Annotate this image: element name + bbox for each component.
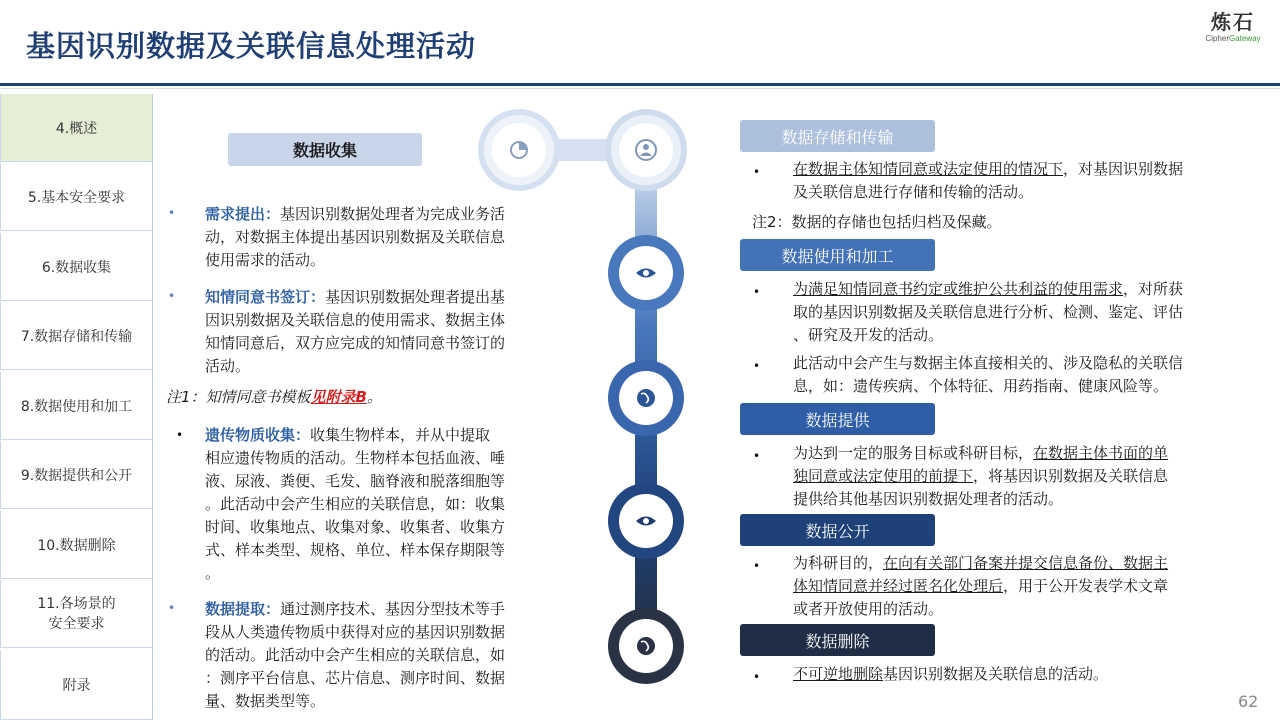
bullet-icon: •: [753, 670, 761, 684]
globe-icon: [637, 637, 655, 655]
bullet-icon: •: [753, 559, 761, 573]
section-label-public: 数据公开: [740, 514, 935, 546]
section-label-collection: 数据收集: [228, 133, 422, 166]
logo-en: CipherGateway: [1205, 34, 1261, 43]
sidebar-item-overview[interactable]: 4.概述: [0, 94, 152, 162]
item-public: 为科研目的，在向有关部门备案并提交信息备份、数据主 体知情同意并经过匿名化处理后，用于公开发表学术文章 或者开放使用的活动。: [793, 554, 1169, 618]
node-user: [608, 112, 684, 188]
bullet-icon: •: [753, 449, 761, 463]
note-2: 注2：数据的存储也包括归档及保藏。: [752, 213, 1002, 231]
bullet-icon: •: [168, 601, 176, 615]
sidebar-item-scenarios[interactable]: 11.各场景的 安全要求: [0, 580, 152, 648]
item-genetic-collection: 遗传物质收集：收集生物样本，并从中提取 相应遗传物质的活动。生物样本包括血液、唾 液、尿液、粪便、毛发、脑脊液和脱落细胞等 。此活动中会产生相应的关联信息，如：收集 时间、收集地点、收集对象、收集者、收集方 式、样本类型、规格、单位、样本保存期限等 。: [205, 426, 506, 582]
node-chart-pie: [481, 112, 557, 188]
item-data-extraction: 数据提取：通过测序技术、基因分型技术等手 段从人类遗传物质中获得对应的基因识别数据 的活动。此活动中会产生相应的关联信息，如 ：测序平台信息、芯片信息、测序时间、数据 量、数据类型等。: [205, 600, 506, 710]
sidebar-item-provide[interactable]: 9.数据提供和公开: [0, 441, 152, 509]
item-usage-2: 此活动中会产生与数据主体直接相关的、涉及隐私的关联信 息，如：遗传疾病、个体特征、用药指南、健康风险等。: [793, 354, 1184, 395]
globe-icon: [637, 389, 655, 407]
sidebar-item-delete[interactable]: 10.数据删除: [0, 511, 152, 579]
section-label-provide: 数据提供: [740, 403, 935, 435]
logo-cn: 炼石: [1211, 10, 1255, 34]
bullet-icon: •: [753, 165, 761, 179]
section-label-delete: 数据删除: [740, 624, 935, 656]
node-globe-2: [608, 608, 684, 684]
section-label-usage: 数据使用和加工: [740, 239, 935, 271]
bullet-icon: •: [753, 359, 761, 373]
node-eye-1: [608, 235, 684, 311]
sidebar-item-collection[interactable]: 6.数据收集: [0, 233, 152, 301]
bullet-icon: •: [168, 206, 176, 220]
item-delete: 不可逆地删除基因识别数据及关联信息的活动。: [793, 665, 1109, 683]
item-storage: 在数据主体知情同意或法定使用的情况下，对基因识别数据 及关联信息进行存储和传输的活动。: [793, 160, 1184, 201]
sidebar-item-usage[interactable]: 8.数据使用和加工: [0, 372, 152, 440]
page-number: 62: [1238, 692, 1259, 711]
sidebar-item-storage[interactable]: 7.数据存储和传输: [0, 302, 152, 370]
item-provide: 为达到一定的服务目标或科研目标，在数据主体书面的单 独同意或法定使用的前提下，将基因识别数据及关联信息 提供给其他基因识别数据处理者的活动。: [793, 444, 1169, 508]
appendix-b-link[interactable]: 见附录B: [310, 388, 367, 406]
item-requirement: 需求提出：基因识别数据处理者为完成业务活 动，对数据主体提出基因识别数据及关联信息 使用需求的活动。: [205, 205, 506, 269]
bullet-icon: •: [176, 428, 184, 442]
section-label-storage: 数据存储和传输: [740, 120, 935, 152]
sidebar-item-appendix[interactable]: 附录: [0, 650, 152, 720]
bullet-icon: •: [753, 285, 761, 299]
item-usage-1: 为满足知情同意书约定或维护公共利益的使用需求，对所获 取的基因识别数据及关联信息进行分析、检测、鉴定、评估 、研究及开发的活动。: [793, 280, 1184, 344]
page-title: 基因识别数据及关联信息处理活动: [26, 29, 477, 63]
item-consent-signing: 知情同意书签订：基因识别数据处理者提出基 因识别数据及关联信息的使用需求、数据主体 知情同意后，双方应完成的知情同意书签订的 活动。: [205, 288, 506, 375]
sidebar-item-basic-security[interactable]: 5.基本安全要求: [0, 163, 152, 231]
bullet-icon: •: [168, 289, 176, 303]
node-globe-1: [608, 360, 684, 436]
node-eye-2: [608, 483, 684, 559]
note-1: 注1：知情同意书模板见附录B。: [166, 388, 382, 406]
